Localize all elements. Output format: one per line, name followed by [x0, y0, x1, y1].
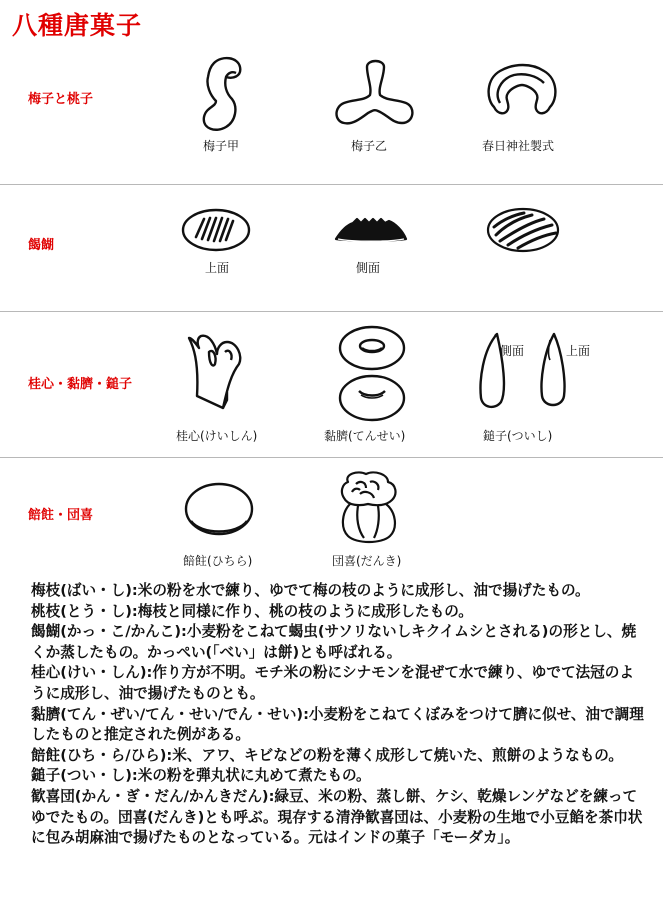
caption-keishin: 桂心(けいしん) [176, 429, 258, 443]
row-label-kakko: 餲餬 [28, 238, 55, 253]
label-side-view: 側面 [500, 344, 525, 358]
page-title: 八種唐菓子 [12, 11, 143, 40]
description-list [31, 581, 646, 849]
divider [0, 184, 663, 185]
row-label-hichira: 餢飳・団喜 [28, 508, 94, 523]
kakko-side-illustration [333, 211, 409, 245]
label-top-view: 上面 [566, 344, 591, 358]
divider [0, 457, 663, 458]
description-keishin: 桂心(けい・しん):作り方が不明。モチ米の粉にシナモンを混ぜて水で練り、ゆでて法冠のように成形し、油で揚げたものとも。 [31, 664, 634, 702]
row-label-baishi: 梅子と桃子 [28, 92, 94, 107]
kakko-3d-illustration [484, 205, 562, 255]
danki-illustration [336, 470, 402, 544]
caption-tenzei: 黏臍(てんせい) [324, 429, 406, 443]
tenzei-side-illustration [337, 373, 407, 423]
caption-danki: 団喜(だんき) [332, 554, 402, 568]
hichira-illustration [183, 481, 255, 539]
caption-kasuga: 春日神社製式 [482, 139, 555, 153]
caption-baishi-otsu: 梅子乙 [351, 139, 388, 153]
caption-kakko-top: 上面 [205, 261, 230, 275]
keishin-illustration [183, 330, 245, 412]
description-toshi: 桃枝(とう・し):梅枝と同様に作り、桃の枝のように成形したもの。 [31, 602, 473, 620]
caption-kakko-side: 側面 [356, 261, 381, 275]
tsuishi-top-illustration [536, 330, 570, 412]
baishi-otsu-illustration [332, 57, 418, 129]
caption-tsuishi: 鎚子(ついし) [483, 429, 553, 443]
description-hichira: 餢飳(ひち・ら/ひら):米、アワ、キビなどの粉を薄く成形して焼いた、煎餅のようなもの。 [31, 746, 623, 764]
description-tenzei: 黏臍(てん・ぜい/てん・せい/でん・せい):小麦粉をこねてくぼみをつけて臍に似せ、油で調理したものと推定された例がある。 [31, 705, 644, 744]
description-kakko: 餲餬(かっ・こ/かんこ):小麦粉をこねて蝎虫(サソリないしキクイムシとされる)の形とし、焼くか蒸したもの。かっぺい(「べい」は餅)とも呼ばれる。 [31, 623, 637, 661]
kasuga-style-illustration [484, 63, 560, 121]
row-label-keishin: 桂心・黏臍・鎚子 [28, 377, 133, 392]
description-kangidan: 歓喜団(かん・ぎ・だん/かんきだん):緑豆、米の粉、蒸し餅、ケシ、乾燥レンゲなどを練ってゆでたもの。団喜(だんき)とも呼ぶ。現存する清浄歓喜団は、小麦粉の生地で小豆餡を茶巾状に包み胡麻油で揚げたものとなっている。元はインドの菓子「モーダカ」。 [31, 787, 643, 847]
kakko-top-illustration [180, 207, 252, 253]
description-baishi: 梅枝(ばい・し):米の粉を水で練り、ゆでて梅の枝のように成形し、油で揚げたもの。 [31, 582, 590, 599]
tenzei-top-illustration [337, 324, 407, 372]
caption-hichira: 餢飳(ひちら) [183, 554, 253, 568]
caption-baishi-ko: 梅子甲 [203, 139, 240, 153]
divider [0, 311, 663, 312]
baishi-ko-illustration [192, 55, 252, 135]
description-tsuishi: 鎚子(つい・し):米の粉を弾丸状に丸めて煮たもの。 [31, 767, 371, 785]
